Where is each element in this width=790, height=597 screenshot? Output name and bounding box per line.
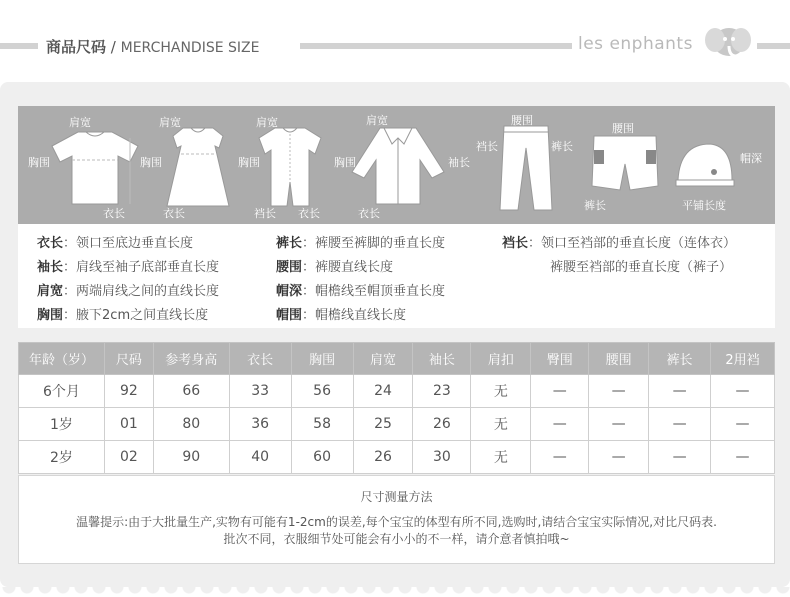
title-cn: 商品尺码 xyxy=(46,38,107,56)
dress-shoulder-label: 肩宽 xyxy=(159,116,181,129)
column-header: 衣长 xyxy=(229,343,291,375)
column-header: 胸围 xyxy=(291,343,353,375)
column-header: 尺码 xyxy=(104,343,153,375)
table-cell: 24 xyxy=(353,375,413,408)
page-header xyxy=(0,0,790,72)
column-header: 年龄（岁） xyxy=(19,343,105,375)
romper-crotch-label: 裆长 xyxy=(254,207,276,220)
pants-waist-label: 腰围 xyxy=(511,114,533,127)
table-cell: — xyxy=(711,441,775,474)
table-cell: 无 xyxy=(471,375,531,408)
romper-shoulder-label: 肩宽 xyxy=(256,116,278,129)
scalloped-edge xyxy=(0,587,790,597)
measurement-definitions xyxy=(18,224,775,328)
notes-line-1: 温馨提示:由于大批量生产,实物有可能有1-2cm的误差,每个宝宝的体型有所不同,选购时,请结合宝宝实际情况,对比尺码表. xyxy=(76,515,717,529)
table-cell: — xyxy=(531,408,589,441)
tshirt-chest-label: 胸围 xyxy=(28,156,50,169)
romper-icon xyxy=(255,126,325,208)
dress-chest-label: 胸围 xyxy=(140,156,162,169)
pants-crotch-label: 裆长 xyxy=(476,140,498,153)
table-cell: 66 xyxy=(153,375,229,408)
column-header: 参考身高 xyxy=(153,343,229,375)
table-cell: 60 xyxy=(291,441,353,474)
header-divider-right xyxy=(757,43,790,49)
size-table xyxy=(18,342,775,474)
table-cell: 无 xyxy=(471,441,531,474)
table-cell: — xyxy=(531,375,589,408)
table-cell: 58 xyxy=(291,408,353,441)
table-cell: 2岁 xyxy=(19,441,105,474)
dress-icon xyxy=(163,126,233,208)
jacket-length-label: 衣长 xyxy=(358,207,380,220)
header-divider-middle xyxy=(300,43,572,49)
table-cell: — xyxy=(649,375,711,408)
romper-chest-label: 胸围 xyxy=(238,156,260,169)
definition-item: 裤腰至裆部的垂直长度（裤子） xyxy=(550,260,733,275)
table-cell: — xyxy=(589,408,649,441)
jacket-icon xyxy=(348,124,448,208)
table-cell: — xyxy=(589,375,649,408)
table-cell: 01 xyxy=(104,408,153,441)
definition-item: 裤长：裤腰至裤脚的垂直长度 xyxy=(276,236,446,251)
jacket-shoulder-label: 肩宽 xyxy=(366,114,388,127)
table-cell: 25 xyxy=(353,408,413,441)
table-row xyxy=(19,375,775,408)
column-header: 臀围 xyxy=(531,343,589,375)
definition-item: 肩宽：两端肩线之间的直线长度 xyxy=(37,284,220,299)
hat-icon xyxy=(674,140,736,188)
table-cell: 92 xyxy=(104,375,153,408)
shorts-waist-label: 腰围 xyxy=(612,122,634,135)
notes-line-2: 批次不同，衣服细节处可能会有小小的不一样，请介意者慎拍哦~ xyxy=(223,532,570,546)
hat-width-label: 平铺长度 xyxy=(682,199,726,212)
table-cell: 36 xyxy=(229,408,291,441)
tshirt-shoulder-label: 肩宽 xyxy=(69,116,91,129)
title-en: MERCHANDISE SIZE xyxy=(120,40,260,56)
tshirt-length-label: 衣长 xyxy=(103,207,125,220)
table-cell: 33 xyxy=(229,375,291,408)
title-separator: / xyxy=(106,38,121,56)
table-cell: — xyxy=(531,441,589,474)
shorts-icon xyxy=(590,134,660,192)
table-cell: 80 xyxy=(153,408,229,441)
section-title xyxy=(46,36,259,57)
table-cell: 40 xyxy=(229,441,291,474)
column-header: 肩宽 xyxy=(353,343,413,375)
table-cell: 23 xyxy=(413,375,471,408)
column-header: 裤长 xyxy=(649,343,711,375)
definition-item: 胸围：腋下2cm之间直线长度 xyxy=(37,308,209,323)
table-cell: — xyxy=(589,441,649,474)
tshirt-icon xyxy=(50,128,140,208)
table-cell: 02 xyxy=(104,441,153,474)
table-cell: 30 xyxy=(413,441,471,474)
definition-item: 衣长：领口至底边垂直长度 xyxy=(37,236,194,251)
hat-depth-label: 帽深 xyxy=(740,152,762,165)
jacket-chest-label: 胸围 xyxy=(334,156,356,169)
pants-icon xyxy=(498,124,554,212)
pants-length-label: 裤长 xyxy=(551,140,573,153)
table-row xyxy=(19,408,775,441)
measurement-diagram xyxy=(18,106,775,224)
definition-item: 帽深：帽檐线至帽顶垂直长度 xyxy=(276,284,446,299)
jacket-sleeve-label: 袖长 xyxy=(448,156,470,169)
table-cell: 6个月 xyxy=(19,375,105,408)
table-cell: 26 xyxy=(413,408,471,441)
table-cell: 90 xyxy=(153,441,229,474)
definition-item: 裆长：领口至裆部的垂直长度（连体衣） xyxy=(502,236,737,251)
brand-name: les enphants xyxy=(578,34,693,54)
column-header: 2用裆 xyxy=(711,343,775,375)
table-header-row xyxy=(19,343,775,375)
column-header: 肩扣 xyxy=(471,343,531,375)
table-cell: — xyxy=(649,441,711,474)
definition-item: 腰围：裤腰直线长度 xyxy=(276,260,394,275)
table-cell: 1岁 xyxy=(19,408,105,441)
dress-length-label: 衣长 xyxy=(163,207,185,220)
notes-title: 尺寸测量方法 xyxy=(360,490,433,504)
column-header: 袖长 xyxy=(413,343,471,375)
column-header: 腰围 xyxy=(589,343,649,375)
definition-item: 帽围：帽檐线直线长度 xyxy=(276,308,407,323)
table-cell: — xyxy=(649,408,711,441)
table-cell: 26 xyxy=(353,441,413,474)
shorts-length-label: 裤长 xyxy=(584,199,606,212)
table-cell: — xyxy=(711,375,775,408)
table-cell: 56 xyxy=(291,375,353,408)
table-cell: — xyxy=(711,408,775,441)
measurement-notes xyxy=(18,475,775,564)
romper-length-label: 衣长 xyxy=(298,207,320,220)
header-divider-left xyxy=(0,43,38,49)
elephant-logo-icon xyxy=(703,24,753,60)
table-row xyxy=(19,441,775,474)
table-cell: 无 xyxy=(471,408,531,441)
definition-item: 袖长：肩线至袖子底部垂直长度 xyxy=(37,260,220,275)
